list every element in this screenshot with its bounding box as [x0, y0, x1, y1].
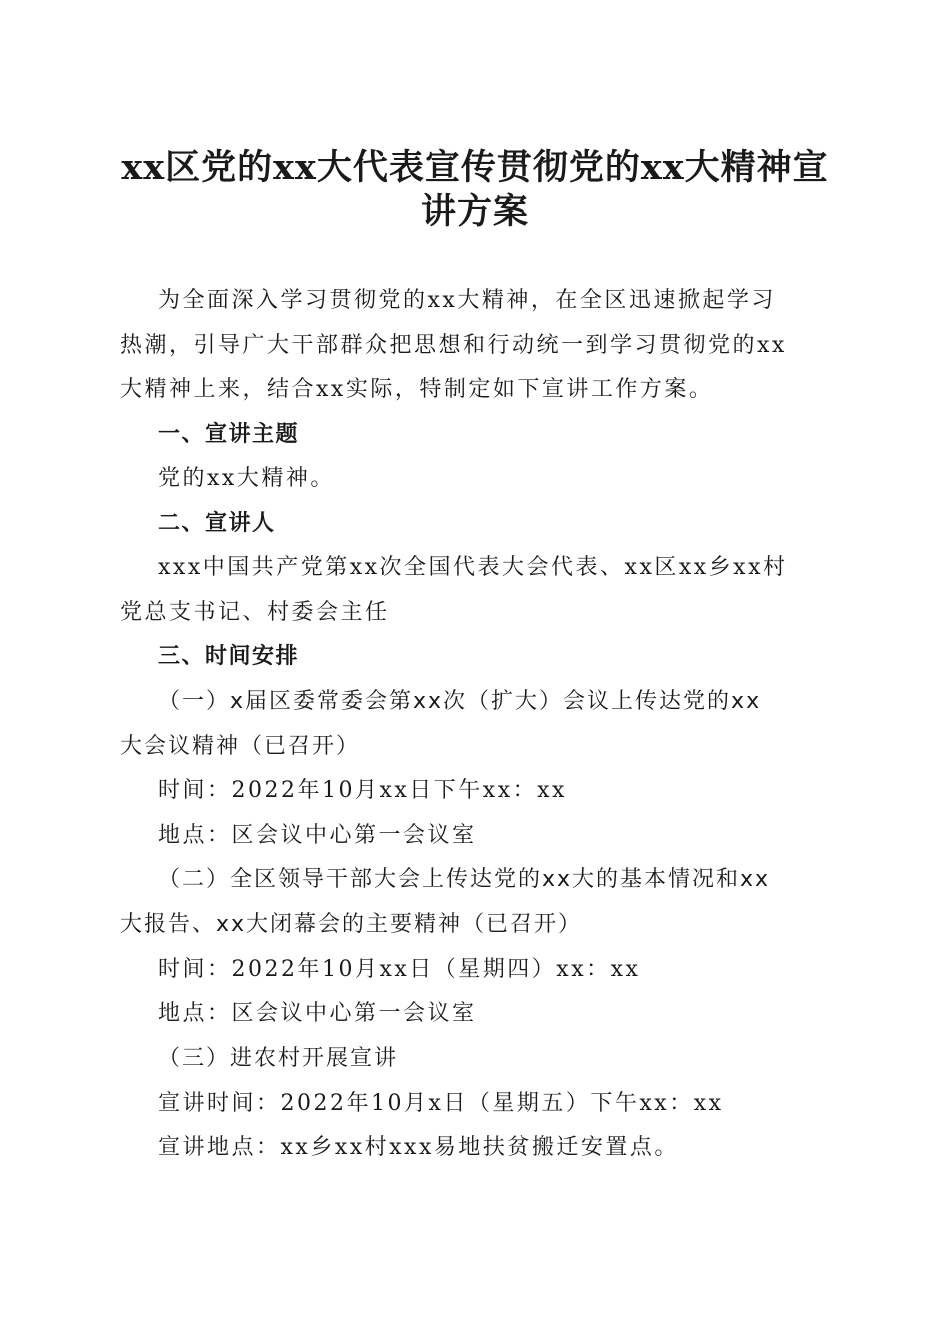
section-1-heading: 一、宣讲主题	[158, 422, 300, 447]
section-2-line-1: xxx中国共产党第xx次全国代表大会代表、xx区xx乡xx村	[158, 555, 788, 580]
document-title-line-2: 讲方案	[420, 191, 529, 232]
section-2-line-2: 党总支书记、村委会主任	[120, 600, 390, 625]
item-2-line-2: 大报告、xx大闭幕会的主要精神（已召开）	[120, 912, 583, 937]
item-2-line-1: （二）全区领导干部大会上传达党的xx大的基本情况和xx	[158, 867, 771, 892]
item-3-heading: （三）进农村开展宣讲	[158, 1046, 399, 1071]
intro-paragraph-line-2: 热潮，引导广大干部群众把思想和行动统一到学习贯彻党的xx	[120, 333, 787, 358]
item-2-place: 地点：区会议中心第一会议室	[158, 1001, 477, 1026]
section-3-heading: 三、时间安排	[158, 644, 300, 669]
item-3-place: 宣讲地点：xx乡xx村xxx易地扶贫搬迁安置点。	[158, 1135, 679, 1160]
section-2-heading: 二、宣讲人	[158, 511, 276, 536]
intro-paragraph-line-1: 为全面深入学习贯彻党的xx大精神，在全区迅速掀起学习	[158, 288, 776, 313]
intro-paragraph-line-3: 大精神上来，结合xx实际，特制定如下宣讲工作方案。	[120, 377, 714, 402]
item-1-line-1: （一）x届区委常委会第xx次（扩大）会议上传达党的xx	[158, 689, 762, 714]
item-1-line-2: 大会议精神（已召开）	[120, 734, 361, 759]
item-1-place: 地点：区会议中心第一会议室	[158, 823, 477, 848]
document-title-line-1: xx区党的xx大代表宣传贯彻党的xx大精神宣	[121, 147, 829, 188]
item-2-time: 时间：2022年10月xx日（星期四）xx：xx	[158, 957, 641, 982]
item-1-time: 时间：2022年10月xx日下午xx：xx	[158, 778, 567, 803]
item-3-time: 宣讲时间：2022年10月x日（星期五）下午xx：xx	[158, 1091, 724, 1116]
section-1-text: 党的xx大精神。	[158, 466, 335, 491]
